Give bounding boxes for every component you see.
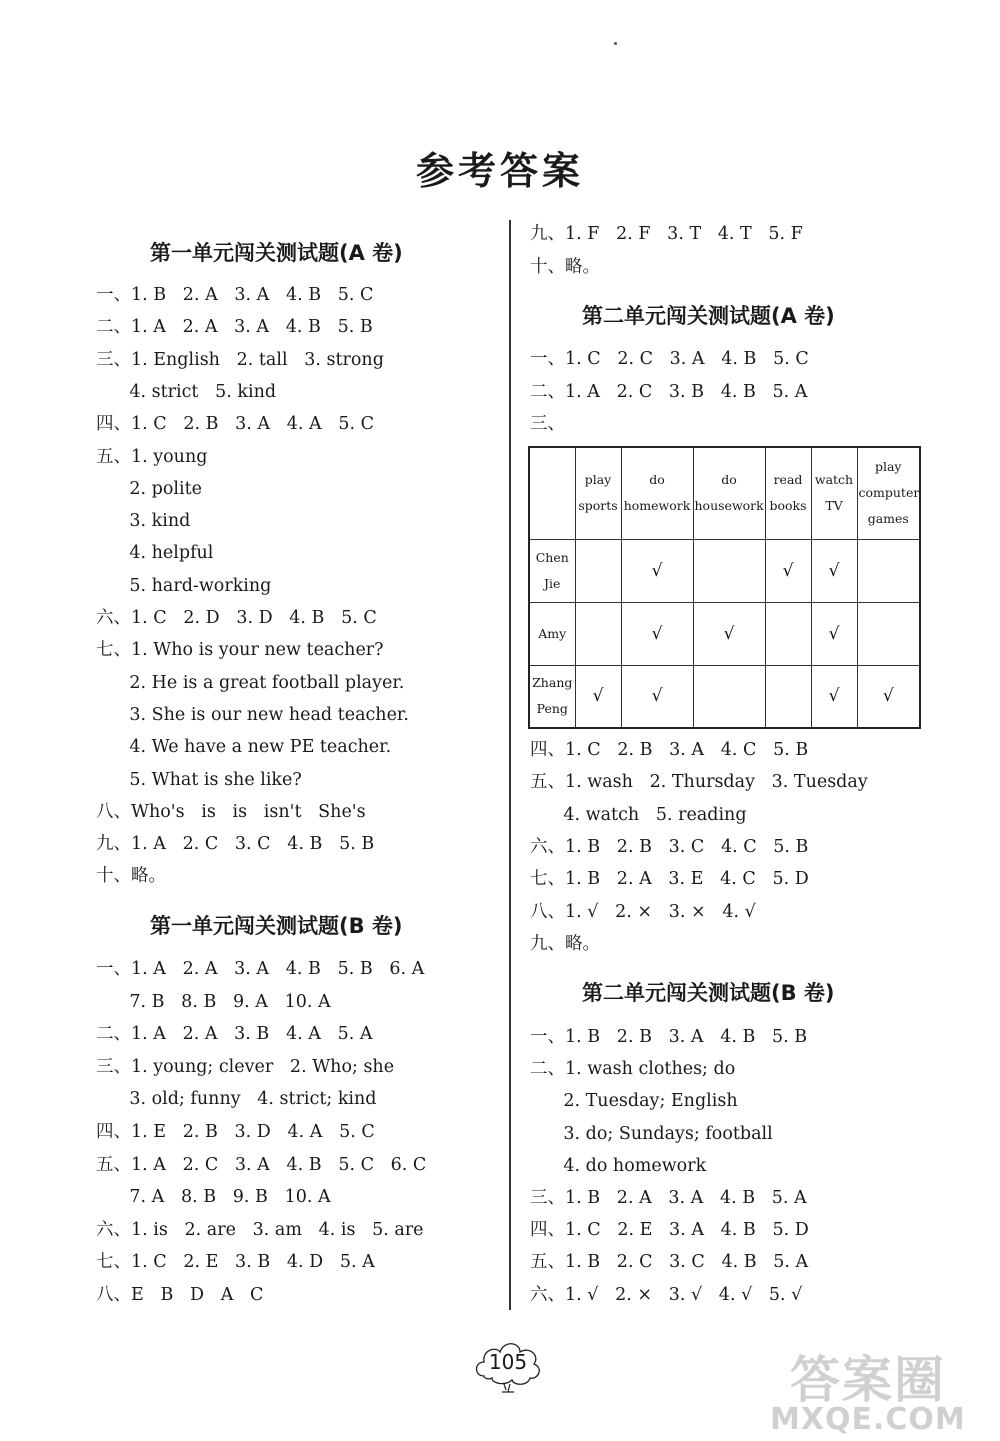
section-title: 第一单元闯关测试题(B 卷) xyxy=(150,914,403,938)
row-name xyxy=(529,602,575,665)
answer-line: 一、1. B 2. A 3. A 4. B 5. C xyxy=(96,285,374,305)
answer-line: 7. B 8. B 9. A 10. A xyxy=(96,991,331,1012)
answer-line: 4. We have a new PE teacher. xyxy=(96,737,392,758)
check-cell xyxy=(765,602,811,665)
speck xyxy=(614,42,617,45)
answer-line: 八、1. √ 2. × 3. × 4. √ xyxy=(530,901,756,922)
table-header-text: watch xyxy=(814,472,854,488)
check-cell: √ xyxy=(811,539,857,602)
answer-line: 4. strict 5. kind xyxy=(96,381,277,402)
answer-line: 3. kind xyxy=(96,511,191,532)
answer-line: 2. Tuesday; English xyxy=(530,1091,738,1112)
answer-line: 十、略。 xyxy=(96,866,166,887)
answer-line: 4. do homework xyxy=(530,1155,707,1176)
table-header-text: books xyxy=(769,498,807,514)
table-header-text: computer xyxy=(858,485,920,501)
watermark-logo-text: 答案圈 xyxy=(790,1351,946,1409)
table-header-text: sports xyxy=(578,498,618,514)
answer-line: 四、1. E 2. B 3. D 4. A 5. C xyxy=(96,1122,375,1142)
answer-line: 四、1. C 2. B 3. A 4. C 5. B xyxy=(530,740,809,760)
watermark-url: MXQE.COM xyxy=(770,1402,966,1437)
answer-line: 3. She is our new head teacher. xyxy=(96,704,409,725)
answer-line: 一、1. C 2. C 3. A 4. B 5. C xyxy=(530,349,809,369)
table-header-text: do xyxy=(649,472,665,488)
answer-line: 六、1. √ 2. × 3. √ 4. √ 5. √ xyxy=(530,1284,803,1305)
answer-line: 三、1. B 2. A 3. A 4. B 5. A xyxy=(530,1188,807,1208)
check-cell xyxy=(765,665,811,728)
table-header-text: TV xyxy=(825,498,843,514)
answer-line: 4. watch 5. reading xyxy=(530,804,747,825)
table-row xyxy=(529,602,920,665)
answer-line: 2. He is a great football player. xyxy=(96,672,405,693)
answer-line: 5. What is she like? xyxy=(96,769,302,790)
answer-line: 3. old; funny 4. strict; kind xyxy=(96,1089,377,1110)
check-cell: √ xyxy=(621,602,693,665)
check-cell: √ xyxy=(811,665,857,728)
answer-line: 七、1. Who is your new teacher? xyxy=(96,640,384,661)
page-title: 参考答案 xyxy=(415,149,584,193)
table-header xyxy=(693,447,765,539)
answer-line: 4. helpful xyxy=(96,543,214,564)
table-row xyxy=(529,539,920,602)
check-cell xyxy=(693,539,765,602)
table-header-text: games xyxy=(867,511,909,527)
answer-line: 八、Who's is is isn't She's xyxy=(96,801,366,822)
table-header-text: read xyxy=(773,472,803,488)
answer-line: 四、1. C 2. E 3. A 4. B 5. D xyxy=(530,1220,809,1241)
answer-line: 六、1. B 2. B 3. C 4. C 5. B xyxy=(530,836,809,857)
answer-line: 七、1. C 2. E 3. B 4. D 5. A xyxy=(96,1252,375,1273)
answer-line: 六、1. C 2. D 3. D 4. B 5. C xyxy=(96,608,377,628)
check-cell: √ xyxy=(765,539,811,602)
check-cell xyxy=(693,665,765,728)
section-title: 第二单元闯关测试题(B 卷) xyxy=(582,981,835,1005)
answer-line: 五、1. A 2. C 3. A 4. B 5. C 6. C xyxy=(96,1154,427,1175)
table-header-text: housework xyxy=(694,498,764,514)
table-corner xyxy=(529,447,575,539)
answer-line: 二、1. A 2. A 3. A 4. B 5. B xyxy=(96,317,373,338)
watermark xyxy=(770,1340,990,1435)
section-title: 第一单元闯关测试题(A 卷) xyxy=(150,241,403,265)
check-cell: √ xyxy=(693,602,765,665)
answer-line: 三、1. English 2. tall 3. strong xyxy=(96,349,384,370)
answer-line: 五、1. wash 2. Thursday 3. Tuesday xyxy=(530,772,868,793)
section-title: 第二单元闯关测试题(A 卷) xyxy=(582,304,835,328)
answer-line: 七、1. B 2. A 3. E 4. C 5. D xyxy=(530,869,809,890)
check-cell xyxy=(857,602,920,665)
check-cell xyxy=(575,539,621,602)
answer-line: 五、1. young xyxy=(96,446,208,467)
row-name-text: Chen xyxy=(535,549,569,565)
answer-line: 三、1. young; clever 2. Who; she xyxy=(96,1056,395,1077)
table-header xyxy=(765,447,811,539)
check-cell: √ xyxy=(857,665,920,728)
answer-line: 四、1. C 2. B 3. A 4. A 5. C xyxy=(96,414,374,435)
answer-line: 九、1. A 2. C 3. C 4. B 5. B xyxy=(96,834,375,855)
table-header xyxy=(575,447,621,539)
check-cell: √ xyxy=(621,665,693,728)
check-cell xyxy=(857,539,920,602)
table-header-text: homework xyxy=(623,498,691,514)
row-name xyxy=(529,665,575,728)
answer-line: 3. do; Sundays; football xyxy=(530,1123,773,1144)
answer-line: 三、 xyxy=(530,414,565,434)
table-header xyxy=(811,447,857,539)
row-name-text: Amy xyxy=(538,625,567,641)
table-row xyxy=(529,665,920,728)
check-cell xyxy=(575,602,621,665)
answer-line: 二、1. A 2. A 3. B 4. A 5. A xyxy=(96,1024,373,1045)
row-name-text: Zhang xyxy=(532,675,573,691)
table-header-text: play xyxy=(874,459,902,475)
row-name xyxy=(529,539,575,602)
row-name-text: Peng xyxy=(536,701,568,717)
answer-line: 2. polite xyxy=(96,478,202,499)
table-header-text: play xyxy=(584,472,612,488)
answer-line: 六、1. is 2. are 3. am 4. is 5. are xyxy=(96,1219,424,1240)
answer-line: 九、略。 xyxy=(530,933,600,954)
answer-line: 一、1. A 2. A 3. A 4. B 5. B 6. A xyxy=(96,959,425,979)
table-header xyxy=(621,447,693,539)
row-name-text: Jie xyxy=(544,575,561,591)
column-divider xyxy=(509,220,511,1310)
check-cell: √ xyxy=(811,602,857,665)
answer-line: 5. hard-working xyxy=(96,575,272,596)
check-cell: √ xyxy=(621,539,693,602)
answer-line: 一、1. B 2. B 3. A 4. B 5. B xyxy=(530,1027,808,1047)
answer-line: 二、1. wash clothes; do xyxy=(530,1059,736,1080)
answer-line: 十、略。 xyxy=(530,257,600,277)
answer-line: 九、1. F 2. F 3. T 4. T 5. F xyxy=(530,224,803,244)
answer-line: 五、1. B 2. C 3. C 4. B 5. A xyxy=(530,1252,809,1273)
table-header xyxy=(857,447,920,539)
check-cell: √ xyxy=(575,665,621,728)
page-number-badge xyxy=(470,1332,546,1398)
answer-line: 7. A 8. B 9. B 10. A xyxy=(96,1187,331,1208)
page-number: 105 xyxy=(488,1350,528,1374)
table-header-text: do xyxy=(721,472,737,488)
answer-line: 二、1. A 2. C 3. B 4. B 5. A xyxy=(530,381,808,402)
activity-table xyxy=(528,446,921,729)
answer-line: 八、E B D A C xyxy=(96,1285,264,1305)
